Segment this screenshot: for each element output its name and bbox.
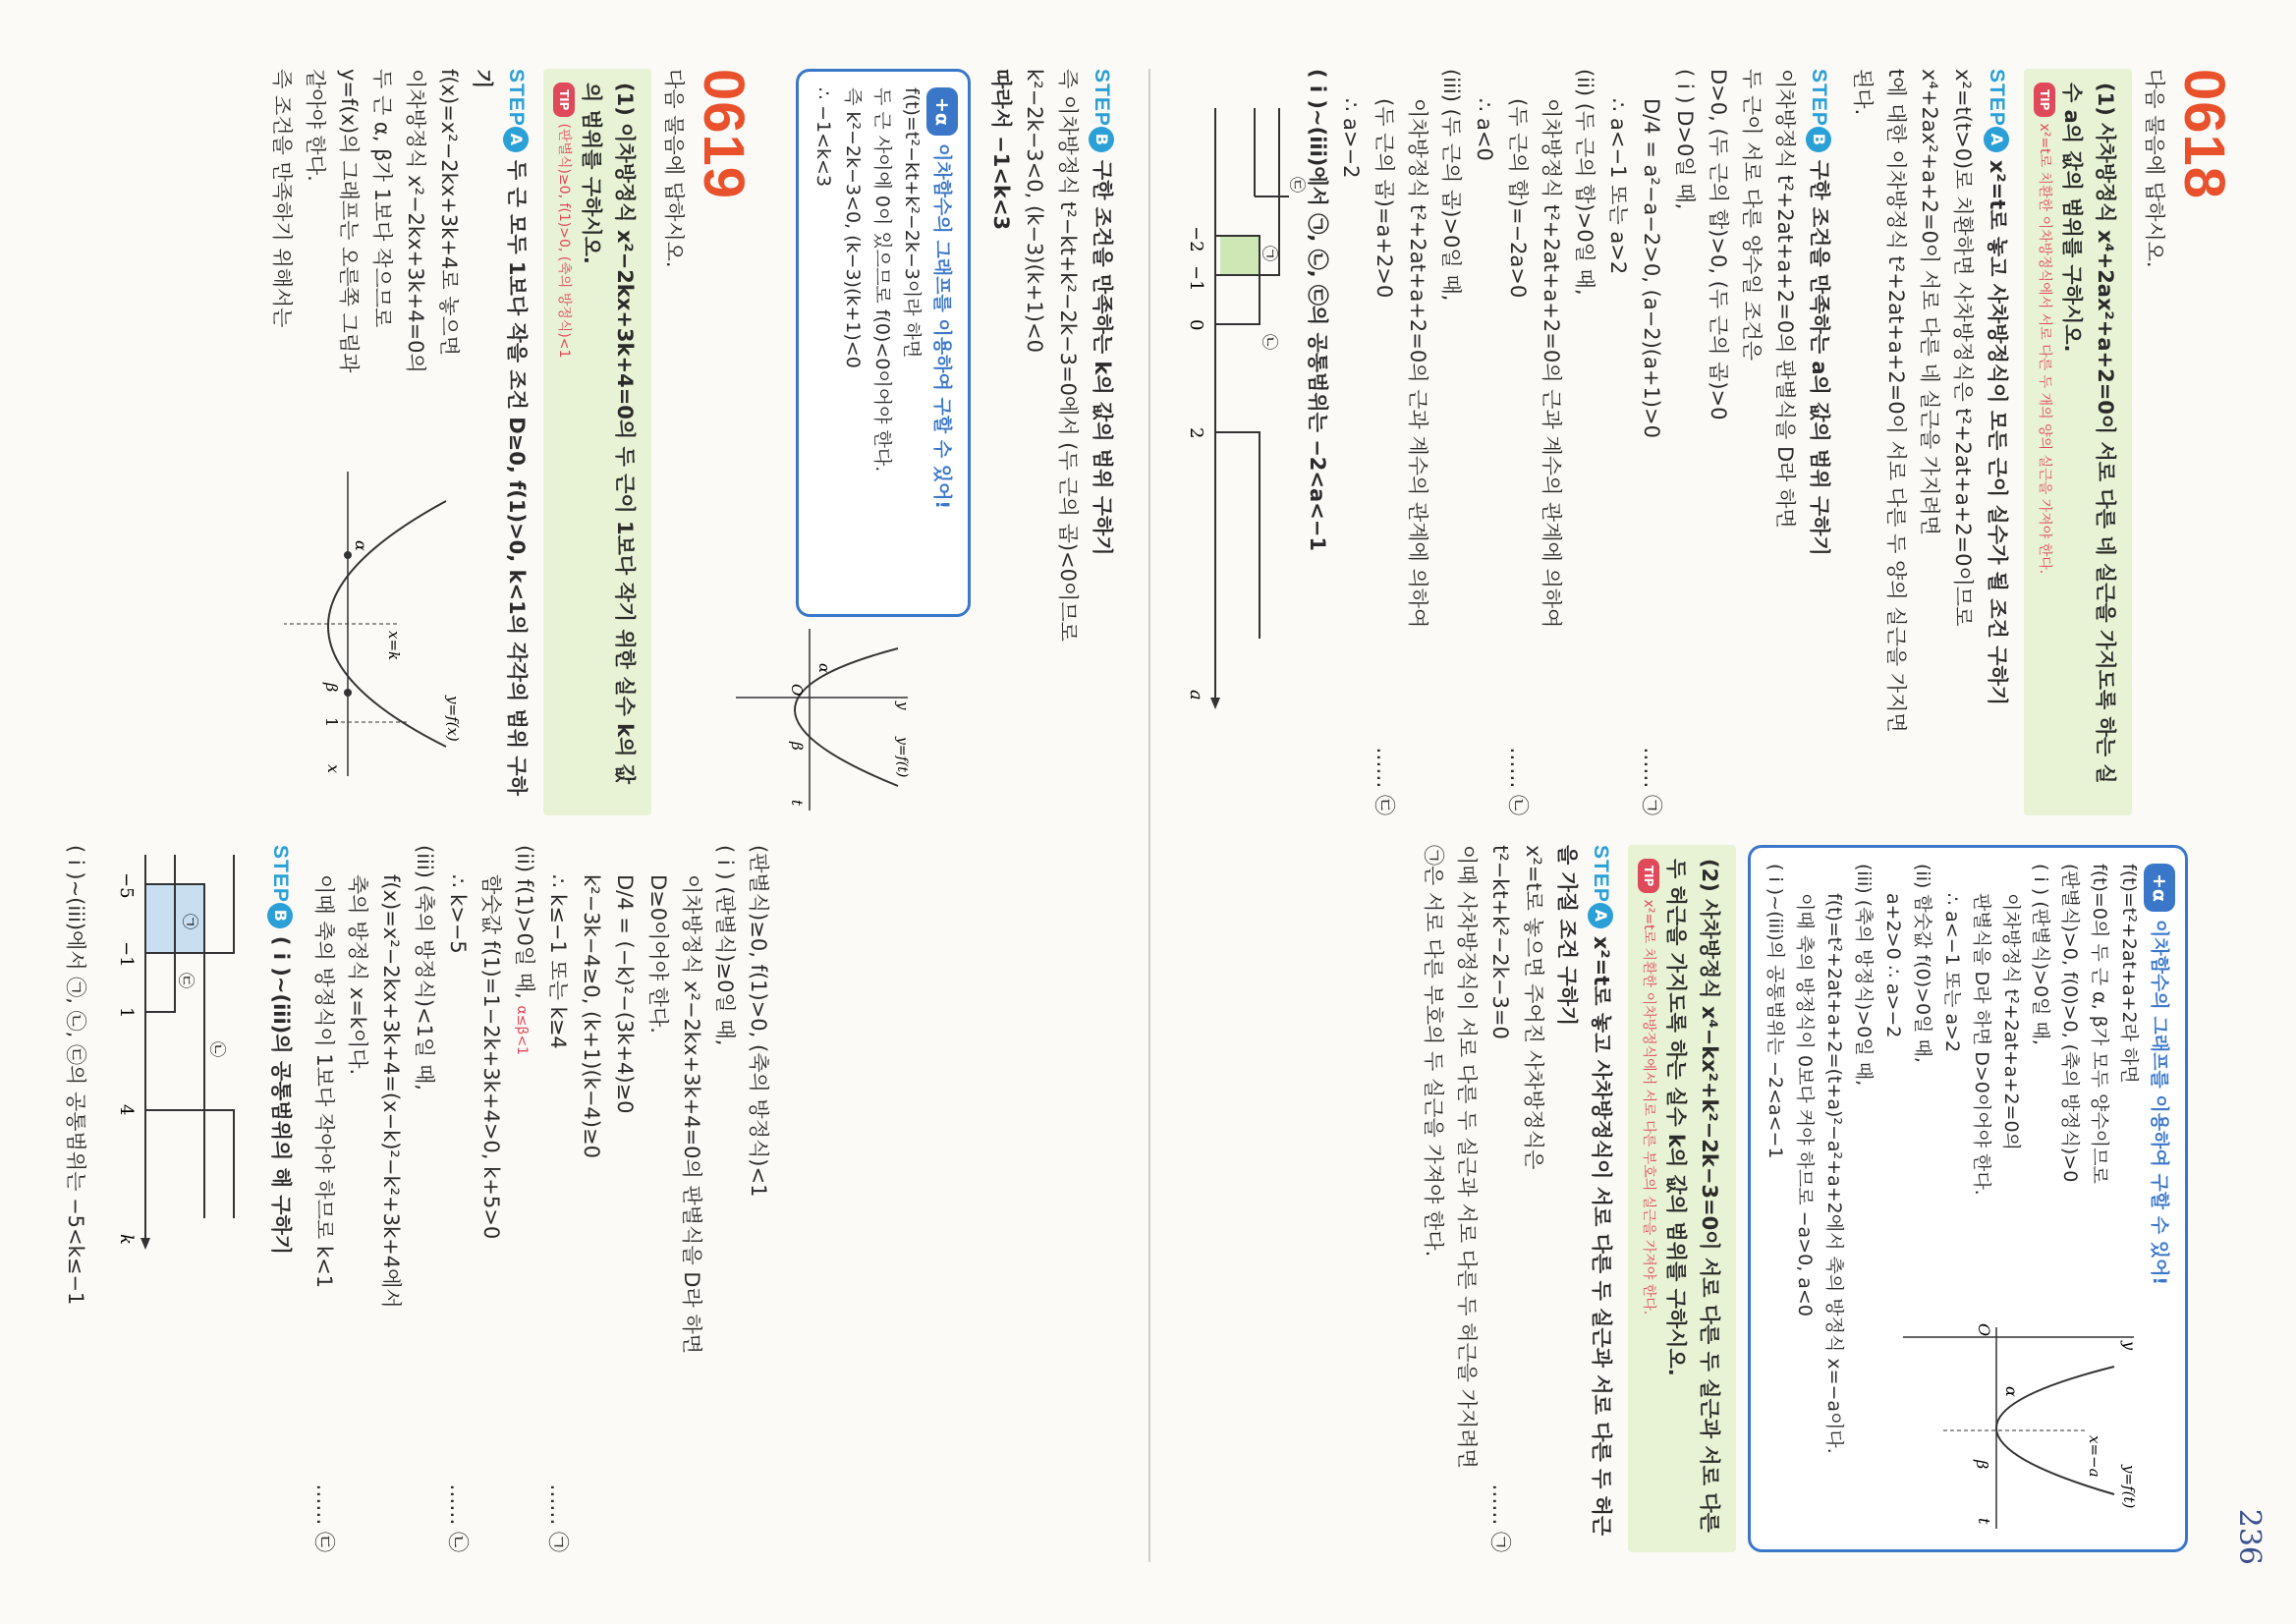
step-a-0619-line: D/4 = (−k)²−(3k+4)≥0 (613, 874, 637, 1114)
intro-text-0619: 다음 물음에 답하시오. (662, 69, 686, 268)
plus-title: +α이차함수의 그래프를 이용하여 구할 수 있어! (2144, 864, 2175, 1534)
intro-text: 다음 물음에 답하시오. (2143, 69, 2166, 268)
plus-line: (iii) (축의 방정식)>0일 때, (1853, 864, 1875, 1087)
axis-label: k (116, 1234, 137, 1245)
t-label: t (1975, 1518, 1993, 1525)
plus-line: (ii) 함숫값 f(0)>0일 때, (1912, 864, 1933, 1063)
step-b-line: ∴ a>−2 (1339, 98, 1363, 179)
y-label: y (894, 701, 912, 710)
step-a-0619-line: (판별식)≥0, f(1)>0, (축의 방정식)<1 (747, 845, 770, 1198)
step-a-0619-line: 함숫값 f(1)=1−2k+3k+4>0, k+5>0 (479, 874, 503, 1240)
origin-label: O (1975, 1323, 1993, 1337)
alpha-label: α (2002, 1386, 2021, 1397)
step-b-line: ∴ a<−1 또는 a>2 (1606, 98, 1630, 275)
origin-label: O (788, 684, 806, 697)
step-a-0619-line: 이차방정식 x²−2kx+3k+4=0의 판별식을 D라 하면 (680, 874, 703, 1355)
question-box-0619 (543, 69, 651, 815)
step-b2-line: 즉 이차방정식 t²−kt+k²−2k−3=0에서 (두 근의 곱)<0이므로 (1056, 69, 1080, 642)
function-label: y=f(x) (444, 696, 462, 742)
step-b-heading-0619: STEPB( i )~(iii)의 공통범위의 해 구하기 (269, 845, 293, 1256)
step-b-line: (iii) (두 근의 곱)>0일 때, (1439, 69, 1463, 302)
step-b-line: ∴ a<0 (1473, 98, 1496, 161)
tick-label: −1 (1186, 265, 1206, 292)
plus-alpha-box-2 (796, 69, 971, 617)
plus-line: (판별식)>0, f(0)>0, (축의 방정식)>0 (2059, 864, 2081, 1183)
step-a2-line: t²−kt+k²−2k−3=0 …… ㉠ (1488, 845, 1512, 1552)
step-a-heading: STEPAx²=t로 놓고 사차방정식이 모든 근이 실수가 될 조건 구하기 (1986, 69, 2009, 706)
root-beta (344, 689, 352, 697)
x-label: x (324, 764, 343, 774)
tick-label: 0 (1186, 319, 1206, 331)
step-a-0619-line: 같아야 한다. (304, 69, 327, 182)
step-b-line: 두 근이 서로 다른 양수일 조건은 (1740, 69, 1764, 362)
tick-label: −5 (116, 872, 137, 899)
question-2: (2) 사차방정식 x⁴−kx²+k²−2k−3=0이 서로 다른 두 실근과 서로 다른 두 허근을 가지도록 하는 실수 k의 값의 범위를 구하시오. (1664, 859, 1721, 1533)
function-label: y=f(t) (894, 737, 910, 778)
plus-line: 이차방정식 t²+2at+a+2=0의 (2000, 893, 2022, 1150)
step-b-line: (두 근의 곱)=a+2>0 …… ㉢ (1372, 98, 1396, 815)
step-b-line: 이차방정식 t²+2at+a+2=0의 근과 계수의 관계에 의하여 (1540, 98, 1563, 629)
page-number: 236 (2232, 1508, 2267, 1565)
problem-0619-head (240, 69, 756, 815)
circle-label: ㉠ (1260, 246, 1279, 262)
number-line-0619 (96, 845, 263, 1258)
beta-label: β (788, 742, 806, 751)
step-a-0619-line: k²−3k−4≥0, (k+1)(k−4)≥0 (580, 874, 603, 1158)
plus2-line: 즉 k²−2k−3<0, (k−3)(k+1)<0 (842, 87, 864, 368)
beta-label: β (322, 683, 341, 693)
column-0619-left (240, 69, 1129, 815)
tick-label: 2 (1186, 427, 1206, 439)
parabola-graph-0618-2 (731, 619, 918, 815)
step-a-0619-line: ( i ) (판별식)≥0일 때, (713, 845, 737, 1046)
step-b-line: D>0, (두 근의 합)>0, (두 근의 곱)>0 (1707, 69, 1730, 420)
root-alpha (344, 551, 352, 559)
plus-alpha-box (1748, 845, 2188, 1552)
problem-number-0619: 0619 (692, 69, 756, 200)
beta-label: β (1973, 1460, 1991, 1470)
circle-label: ㉢ (177, 973, 196, 989)
tick-label: −2 (1186, 226, 1206, 252)
step-a-0619-line: 두 근 α, β가 1보다 작으므로 (370, 69, 394, 328)
plus-line: f(t)=t²+2at+a+2=(t+a)²−a²+a+2에서 축의 방정식 x=−a이다. (1823, 893, 1845, 1454)
plus2-line: f(t)=t²−kt+k²−2k−3이라 하면 (901, 87, 923, 359)
question-0619: (1) 이차방정식 x²−2kx+3k+4=0의 두 근이 1보다 작기 위한 실수 k의 값의 범위를 구하시오. (580, 83, 637, 784)
step-b-line: ( i ) D>0일 때, (1673, 69, 1697, 210)
step-a-0619-line: (iii) (축의 방정식)<1일 때, (413, 845, 436, 1091)
side-note: α≤β<1 (514, 1005, 530, 1055)
step-a-0619-line: f(x)=x²−2kx+3k+4=(x−k)²−k²+3k+4에서 (379, 874, 403, 1309)
conclusion-0619: ( i )~(iii)에서 ㉠, ㉡, ㉢의 공통범위는 −5<k≤−1 (64, 845, 87, 1306)
plus-line: ∴ a<−1 또는 a>2 (1941, 893, 1963, 1053)
step-b-line: D/4 = a²−a−2>0, (a−2)(a+1)>0 …… ㉠ (1640, 98, 1663, 815)
alpha-label: α (352, 540, 370, 551)
plus-line: 판별식을 D라 하면 D>0이어야 한다. (1971, 893, 1992, 1196)
tick-label: −1 (116, 941, 137, 968)
step-b-line: 이차방정식 t²+2at+a+2=0의 판별식을 D라 하면 (1773, 69, 1797, 529)
step-a-0619-line: f(x)=x²−2kx+3k+4로 놓으면 (437, 69, 461, 357)
column-0618-right (1417, 845, 2188, 1552)
range-shade (1220, 236, 1260, 275)
step-b2-line: k²−2k−3<0, (k−3)(k+1)<0 (1023, 69, 1046, 353)
step-a-0619-line: D≥0이어야 한다. (646, 874, 670, 1034)
step-b-line: (ii) (두 근의 합)>0일 때, (1573, 69, 1596, 296)
plus2-line: 두 근 사이에 0이 있으므로 f(0)<0이어야 한다. (871, 87, 893, 473)
axis-label: a (1186, 690, 1206, 700)
function-label: y=f(t) (2120, 1465, 2138, 1509)
step-a2-line: ㉠은 서로 다른 부호의 두 실근을 가져야 한다. (1422, 845, 1445, 1258)
plus-line: f(t)=0의 두 근 α, β가 모두 양수이므로 (2089, 864, 2110, 1184)
step-a-0619-line: 이차방정식 x²−2kx+3k+4=0의 (404, 69, 427, 373)
plus-line: ( i ) (판별식)>0일 때, (2030, 864, 2051, 1045)
step-a-0619-line: ∴ k>−5 …… ㉡ (446, 874, 470, 1552)
problem-number: 0618 (2172, 69, 2236, 200)
column-0619-right (59, 845, 775, 1552)
step-a-heading-0619: STEPA두 근 모두 1보다 작을 조건 D≥0, f(1)>0, k<1의 각각의 범위 구하기 (471, 69, 529, 796)
t-label: t (788, 800, 806, 807)
y-label: y (2120, 1341, 2139, 1351)
circle-label: ㉢ (1288, 177, 1307, 194)
step-b-line: (두 근의 합)=−2a>0 …… ㉡ (1506, 98, 1530, 815)
tip-note-0619: TIP(판별식)≥0, f(1)>0, (축의 방정식)<1 (553, 83, 575, 802)
question-1: (1) 사차방정식 x⁴+2ax²+a+2=0이 서로 다른 네 실근을 가지도록 하는 실수 a의 값의 범위를 구하시오. (2060, 83, 2117, 784)
number-line-0618 (1166, 88, 1314, 717)
step-a-0619-line: 즉 조건을 만족하기 위해서는 (270, 69, 294, 328)
tick-label: 4 (116, 1104, 137, 1116)
step-a-0619-line: y=f(x)의 그래프는 오른쪽 그림과 (337, 69, 361, 373)
step-a-heading-2: STEPAx²=t로 놓고 사차방정식이 서로 다른 두 실근과 서로 다른 두 허근을 가질 조건 구하기 (1555, 845, 1613, 1537)
step-a2-line: x²=t로 놓으면 주어진 사차방정식은 (1522, 845, 1545, 1170)
step-a-0619-line: (ii) f(1)>0일 때, α≤β<1 (513, 845, 536, 1055)
step-a-0619-line: ∴ k≤−1 또는 k≥4 …… ㉠ (546, 874, 570, 1552)
plus-line: a+2>0 ∴ a>−2 (1882, 893, 1904, 1038)
parabola-graph-0619 (240, 462, 466, 786)
problem-0618-half (1148, 0, 2296, 1624)
arrow-head (1210, 698, 1220, 709)
plus-line: f(t)=t²+2at+a+2라 하면 (2118, 864, 2140, 1084)
plus-line: ( i )~(iii)의 공통범위는 −2<a<−1 (1764, 864, 1786, 1159)
tip-note: TIPx²=t로 치환한 이차방정식에서 서로 다른 두 개의 양의 실근을 가져야 한다. (2034, 83, 2055, 802)
step-b-heading-2: STEPB구한 조건을 만족하는 k의 값의 범위 구하기 (1091, 69, 1114, 556)
tip-note-2: TIPx²=t로 치환한 이차방정식에서 서로 다른 부호의 실근을 가져야 한다. (1638, 859, 1659, 1539)
question-box-2 (1628, 845, 1736, 1552)
plus2-line: ∴ −1<k<3 (812, 87, 834, 188)
question-box (2024, 69, 2132, 815)
step-b2-answer: 따라서 −1<k<3 (989, 69, 1013, 231)
tick-label: 1 (116, 1007, 137, 1019)
arrow-head (140, 1238, 150, 1250)
step-b-conclusion: ( i )~(iii)에서 ㉠, ㉡, ㉢의 공통범위는 −2<a<−1 (1306, 69, 1329, 551)
step-a2-line: 이때 사차방정식이 서로 다른 두 실근과 서로 다른 두 허근을 가지려면 (1455, 845, 1479, 1469)
one-label: 1 (322, 717, 341, 728)
alpha-label: α (815, 663, 833, 674)
step-b-heading: STEPB구한 조건을 만족하는 a의 값의 범위 구하기 (1808, 69, 1831, 556)
circle-label: ㉡ (1260, 334, 1279, 351)
range-a-right (145, 1110, 234, 1218)
plus-title-2: +α이차함수의 그래프를 이용하여 구할 수 있어! (926, 87, 958, 598)
axis-eq-label: x=−a (2086, 1435, 2103, 1478)
step-a-line: 된다. (1851, 69, 1875, 116)
step-a-line: x⁴+2ax²+a+2=0이 서로 다른 네 실근을 가지려면 (1918, 69, 1941, 535)
range-a-right (1215, 432, 1260, 639)
circle-label: ㉠ (181, 914, 199, 930)
step-a-line: x²=t(t>0)로 치환하면 사차방정식은 t²+2at+a+2=0이므로 (1951, 69, 1975, 627)
plus-line: 이때 축의 방정식이 0보다 커야 하므로 −a>0, a<0 (1794, 893, 1816, 1316)
step-b-line: 이차방정식 t²+2at+a+2=0의 근과 계수의 관계에 의하여 (1406, 98, 1429, 629)
step-a-0619-line: 축의 방정식 x=k이다. (346, 874, 369, 1076)
parabola-graph-0618 (1898, 1308, 2144, 1534)
page-divider (1148, 69, 1150, 1562)
axis-eq-label: x=k (385, 631, 403, 661)
step-a-0619-line: 이때 축의 방정식이 1보다 작아야 하므로 k<1 …… ㉢ (312, 874, 336, 1552)
step-a-line: t에 대한 이차방정식 t²+2at+a+2=0이 서로 다른 두 양의 실근을 가지면 (1884, 69, 1908, 733)
column-0618-left (1301, 69, 2237, 815)
circle-label: ㉡ (208, 1041, 227, 1058)
